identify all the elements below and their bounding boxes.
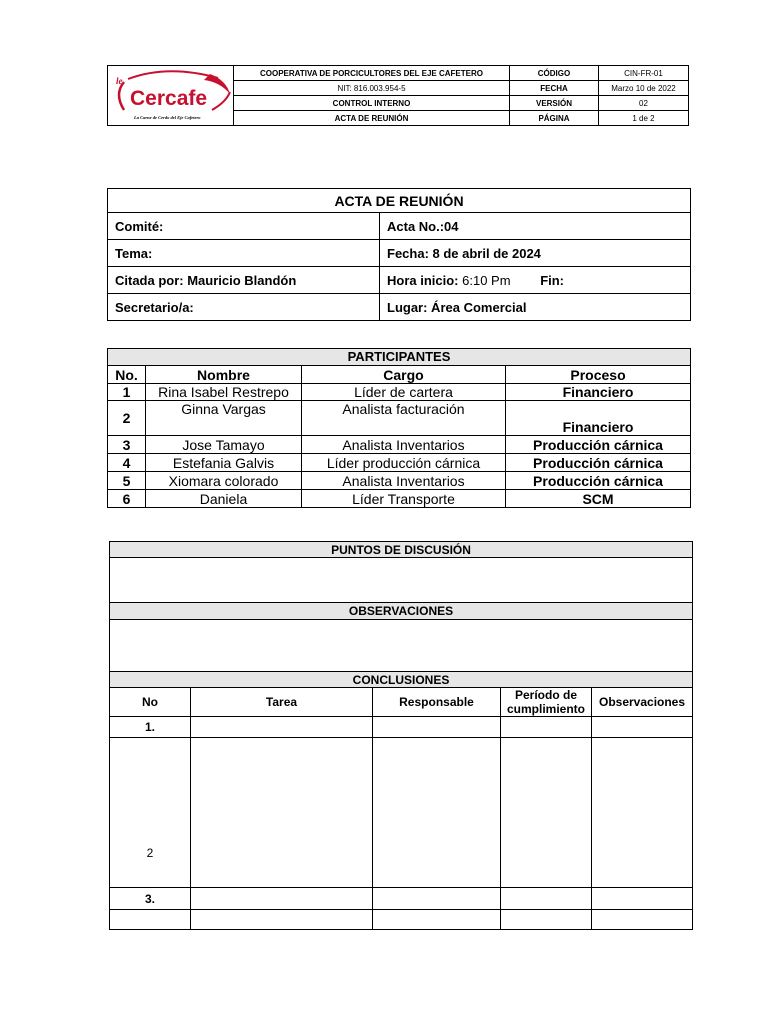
row-nombre: Ginna Vargas: [146, 401, 302, 436]
row-cargo: Analista Inventarios: [302, 472, 506, 490]
hora-value: 6:10 Pm: [462, 272, 511, 288]
acta-table: [107, 188, 691, 321]
row-proceso: Financiero: [506, 401, 691, 436]
hora-label: Hora inicio:: [387, 272, 459, 288]
version-label: VERSIÓN: [510, 96, 599, 111]
codigo-label: CÓDIGO: [510, 66, 599, 81]
org-name: COOPERATIVA DE PORCICULTORES DEL EJE CAFETERO: [234, 66, 510, 81]
nit: NIT: 816.003.954-5: [234, 81, 510, 96]
observaciones-title: OBSERVACIONES: [110, 603, 693, 620]
row-cargo: Líder producción cárnica: [302, 454, 506, 472]
participants-title: PARTICIPANTES: [108, 349, 691, 366]
table-row: [110, 910, 693, 930]
discussion-table: [109, 541, 693, 930]
tema-field: Tema:: [108, 240, 380, 267]
participants-table: [107, 348, 691, 508]
citada-field: Citada por: Mauricio Blandón: [108, 267, 380, 294]
row-no: 3: [108, 436, 146, 454]
col-header-responsable: Responsable: [373, 688, 501, 717]
row-nombre: Estefania Galvis: [146, 454, 302, 472]
row-no: 6: [108, 490, 146, 508]
svg-text:le: le: [116, 76, 123, 86]
fecha-value: Marzo 10 de 2022: [599, 81, 689, 96]
row-nombre: Rina Isabel Restrepo: [146, 384, 302, 401]
observaciones-body: [110, 620, 693, 672]
fin-label: Fin:: [540, 272, 565, 288]
col-header-proceso: Proceso: [506, 366, 691, 384]
row-cargo: Líder de cartera: [302, 384, 506, 401]
col-header-periodo: Período de cumplimiento: [501, 688, 592, 717]
row-no: 3.: [110, 888, 191, 910]
codigo-value: CIN-FR-01: [599, 66, 689, 81]
secretario-field: Secretario/a:: [108, 294, 380, 321]
row-no: 5: [108, 472, 146, 490]
table-row: [108, 384, 691, 401]
col-header-no: No.: [108, 366, 146, 384]
logo-text: Cercafe: [130, 87, 208, 110]
acta-no-field: Acta No.:04: [380, 213, 691, 240]
row-no: 1.: [110, 717, 191, 738]
table-row: [110, 738, 693, 888]
table-row: [108, 490, 691, 508]
row-proceso: Producción cárnica: [506, 472, 691, 490]
row-proceso: SCM: [506, 490, 691, 508]
row-proceso: Producción cárnica: [506, 454, 691, 472]
puntos-body: [110, 558, 693, 603]
row-no: [110, 910, 191, 930]
row-proceso: Financiero: [506, 384, 691, 401]
table-row: [110, 888, 693, 910]
row-no: 2: [108, 401, 146, 436]
logo-cell: [108, 66, 234, 126]
lugar-field: Lugar: Área Comercial: [380, 294, 691, 321]
table-row: [108, 454, 691, 472]
hora-field: [380, 267, 691, 294]
pagina-value: 1 de 2: [599, 111, 689, 126]
version-value: 02: [599, 96, 689, 111]
row-cargo: Analista Inventarios: [302, 436, 506, 454]
col-header-tarea: Tarea: [191, 688, 373, 717]
fecha-label: FECHA: [510, 81, 599, 96]
header-table: [107, 65, 689, 126]
row-no: 1: [108, 384, 146, 401]
row-proceso: Producción cárnica: [506, 436, 691, 454]
row-nombre: Daniela: [146, 490, 302, 508]
conclusiones-title: CONCLUSIONES: [110, 672, 693, 688]
row-no: 4: [108, 454, 146, 472]
row-cargo: Líder Transporte: [302, 490, 506, 508]
row-cargo: Analista facturación: [302, 401, 506, 436]
dept: CONTROL INTERNO: [234, 96, 510, 111]
table-row: [108, 472, 691, 490]
table-row: [108, 401, 691, 436]
row-nombre: Jose Tamayo: [146, 436, 302, 454]
col-header-nombre: Nombre: [146, 366, 302, 384]
table-row: [110, 717, 693, 738]
acta-title: ACTA DE REUNIÓN: [108, 189, 691, 213]
fecha-field: Fecha: 8 de abril de 2024: [380, 240, 691, 267]
col-header-cargo: Cargo: [302, 366, 506, 384]
puntos-title: PUNTOS DE DISCUSIÓN: [110, 542, 693, 558]
col-header-observaciones: Observaciones: [592, 688, 693, 717]
comite-field: Comité:: [108, 213, 380, 240]
doc-title: ACTA DE REUNIÓN: [234, 111, 510, 126]
logo-slogan: La Carne de Cerdo del Eje Cafetero: [134, 115, 201, 120]
col-header-no: No: [110, 688, 191, 717]
cercafe-logo: [108, 66, 234, 122]
row-nombre: Xiomara colorado: [146, 472, 302, 490]
pagina-label: PÁGINA: [510, 111, 599, 126]
table-row: [108, 436, 691, 454]
row-no: 2: [110, 738, 191, 888]
